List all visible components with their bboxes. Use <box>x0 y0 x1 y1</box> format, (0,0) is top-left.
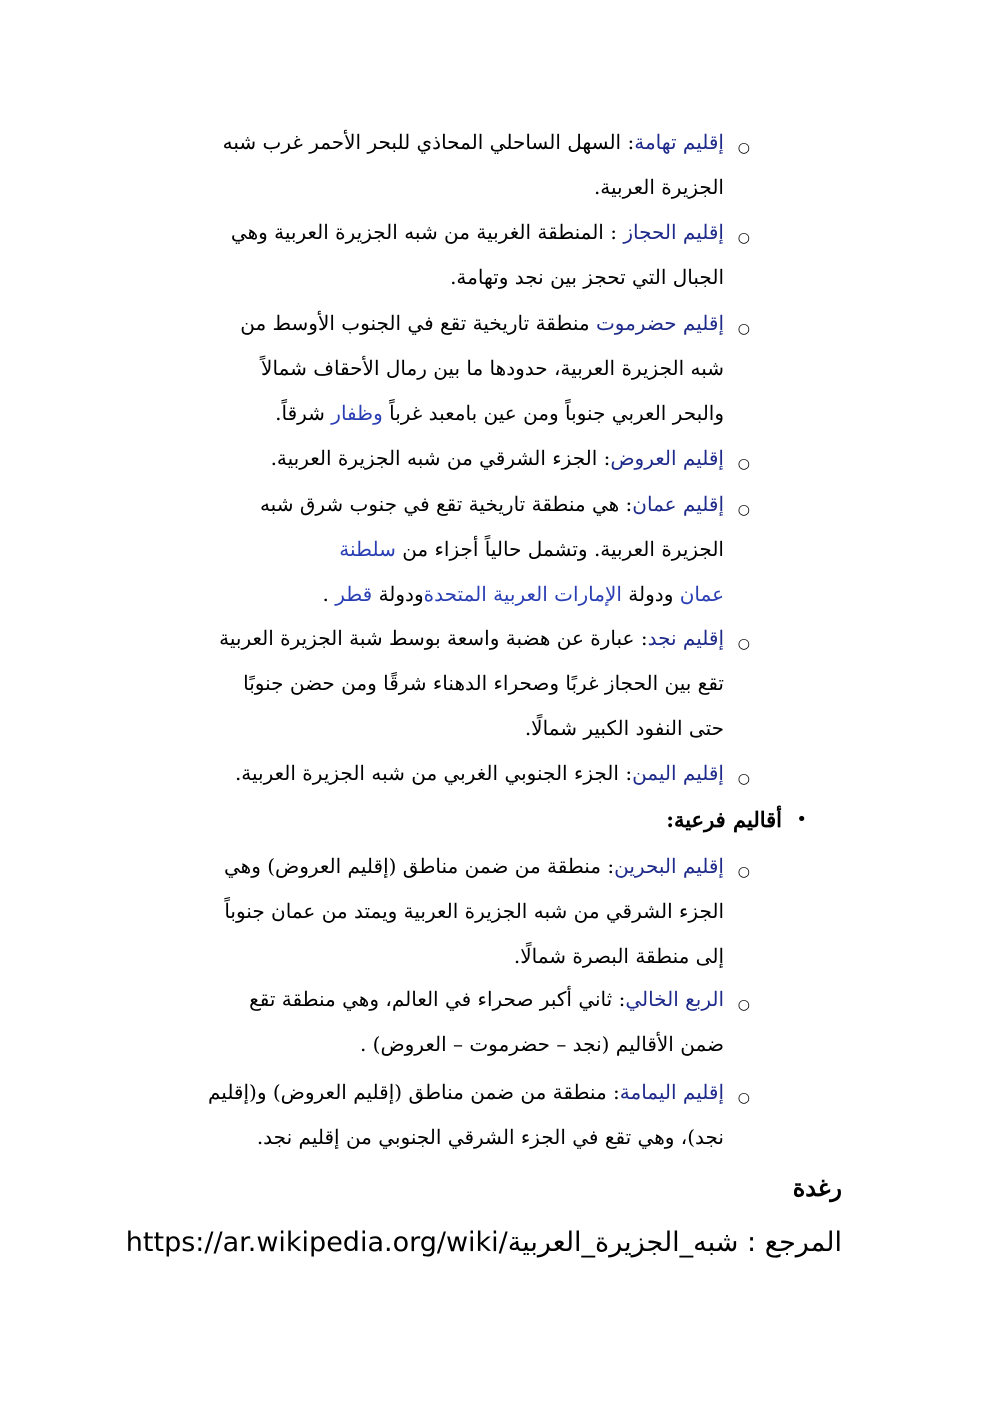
item-text-line: الجزيرة العربية. <box>593 175 724 199</box>
link-dhofar[interactable]: وظفار <box>331 401 383 425</box>
term-hadramaut[interactable]: إقليم حضرموت <box>595 311 724 335</box>
item-text-line: عبارة عن هضبة واسعة بوسط شبة الجزيرة العربية <box>219 626 635 650</box>
item-text: ودولة <box>621 582 680 606</box>
link-uae[interactable]: الإمارات العربية المتحدة <box>423 582 622 606</box>
list-item-tihama <box>223 120 724 210</box>
item-text: . <box>322 582 336 606</box>
item-text-line: الجزء الجنوبي الغربي من شبه الجزيرة العربية. <box>234 761 619 785</box>
item-text-line: منطقة تاريخية تقع في الجنوب الأوسط من <box>240 311 590 335</box>
item-text-line: شبه الجزيرة العربية، حدودها ما بين رمال الأحقاف شمالاً <box>261 356 724 380</box>
term-oman[interactable]: إقليم عمان <box>632 492 724 516</box>
term-hejaz[interactable]: إقليم الحجاز <box>623 220 724 244</box>
list-bullet: ○ <box>737 771 750 787</box>
item-text-line: السهل الساحلي المحاذي للبحر الأحمر غرب شبه <box>222 130 622 154</box>
list-item-arud <box>271 436 724 481</box>
list-bullet: ○ <box>737 997 750 1013</box>
item-text: شرقاً. <box>275 401 332 425</box>
author-name: رغدة <box>792 1173 842 1202</box>
list-item-bahrain <box>224 844 724 979</box>
item-text-line: الجزء الشرقي من شبه الجزيرة العربية ويمتد من عمان جنوباً <box>224 899 724 923</box>
link-sultanate[interactable]: سلطنة <box>339 537 396 561</box>
list-item-empty-quarter <box>249 977 724 1067</box>
separator: : <box>606 1080 620 1104</box>
subheading-bullet: • <box>796 809 807 830</box>
list-item-hadramaut <box>240 301 724 436</box>
list-item-oman <box>260 482 724 617</box>
separator: : <box>612 987 626 1011</box>
list-bullet: ○ <box>737 140 750 156</box>
separator: : <box>597 446 611 470</box>
item-text-line: ضمن الأقاليم (نجد – حضرموت – العروض) . <box>359 1032 724 1056</box>
item-text-line: المنطقة الغربية من شبه الجزيرة العربية وهي <box>230 220 604 244</box>
item-text-line: الجزيرة العربية. وتشمل حالياً أجزاء من <box>395 537 724 561</box>
term-najd[interactable]: إقليم نجد <box>647 626 724 650</box>
link-oman[interactable]: عمان <box>679 582 724 606</box>
list-bullet: ○ <box>737 864 750 880</box>
term-yemen[interactable]: إقليم اليمن <box>632 761 724 785</box>
item-text-line: ثاني أكبر صحراء في العالم، وهي منطقة تقع <box>249 987 613 1011</box>
term-arud[interactable]: إقليم العروض <box>610 446 724 470</box>
item-text-line: الجبال التي تحجز بين نجد وتهامة. <box>450 265 724 289</box>
separator: : <box>601 854 615 878</box>
separator: : <box>618 761 633 785</box>
item-text-line: إلى منطقة البصرة شمالًا. <box>513 944 724 968</box>
item-text-line: منطقة من ضمن مناطق (إقليم العروض) وهي <box>223 854 602 878</box>
item-text-line: والبحر العربي جنوباً ومن عين بامعبد غرباً <box>382 401 724 425</box>
term-bahrain[interactable]: إقليم البحرين <box>614 854 724 878</box>
item-text-line: نجد)، وهي تقع في الجزء الشرقي الجنوبي من إقليم نجد. <box>256 1125 724 1149</box>
item-text-line: حتى النفود الكبير شمالًا. <box>524 716 724 740</box>
link-qatar[interactable]: قطر <box>335 582 373 606</box>
reference-url[interactable]: https://ar.wikipedia.org/wiki/شبه_الجزيرة_العربية <box>125 1227 739 1258</box>
list-item-hejaz <box>231 210 724 300</box>
separator: : <box>621 130 635 154</box>
term-tihama[interactable]: إقليم تهامة <box>634 130 724 154</box>
item-text-line: تقع بين الحجاز غربًا وصحراء الدهناء شرقًا ومن حضن جنوبًا <box>243 671 724 695</box>
list-bullet: ○ <box>737 1090 750 1106</box>
list-bullet: ○ <box>737 230 750 246</box>
subheading: أقاليم فرعية: <box>666 807 782 832</box>
separator: : <box>619 492 633 516</box>
reference-label: المرجع : <box>747 1227 842 1258</box>
term-yamamah[interactable]: إقليم اليمامة <box>619 1080 724 1104</box>
list-item-najd <box>219 616 724 751</box>
reference-line <box>126 1218 842 1268</box>
separator: : <box>603 220 624 244</box>
item-text-line: منطقة من ضمن مناطق (إقليم العروض) و(إقليم <box>207 1080 607 1104</box>
item-text-line: هي منطقة تاريخية تقع في جنوب شرق شبه <box>259 492 620 516</box>
list-bullet: ○ <box>737 456 750 472</box>
term-empty-quarter[interactable]: الربع الخالي <box>625 987 724 1011</box>
list-item-yemen <box>235 751 724 796</box>
list-bullet: ○ <box>737 321 750 337</box>
list-bullet: ○ <box>737 502 750 518</box>
list-item-yamamah <box>208 1070 724 1160</box>
item-text-line: الجزء الشرقي من شبه الجزيرة العربية. <box>270 446 598 470</box>
separator: : <box>634 626 648 650</box>
item-text: ودولة <box>372 582 424 606</box>
list-bullet: ○ <box>737 636 750 652</box>
